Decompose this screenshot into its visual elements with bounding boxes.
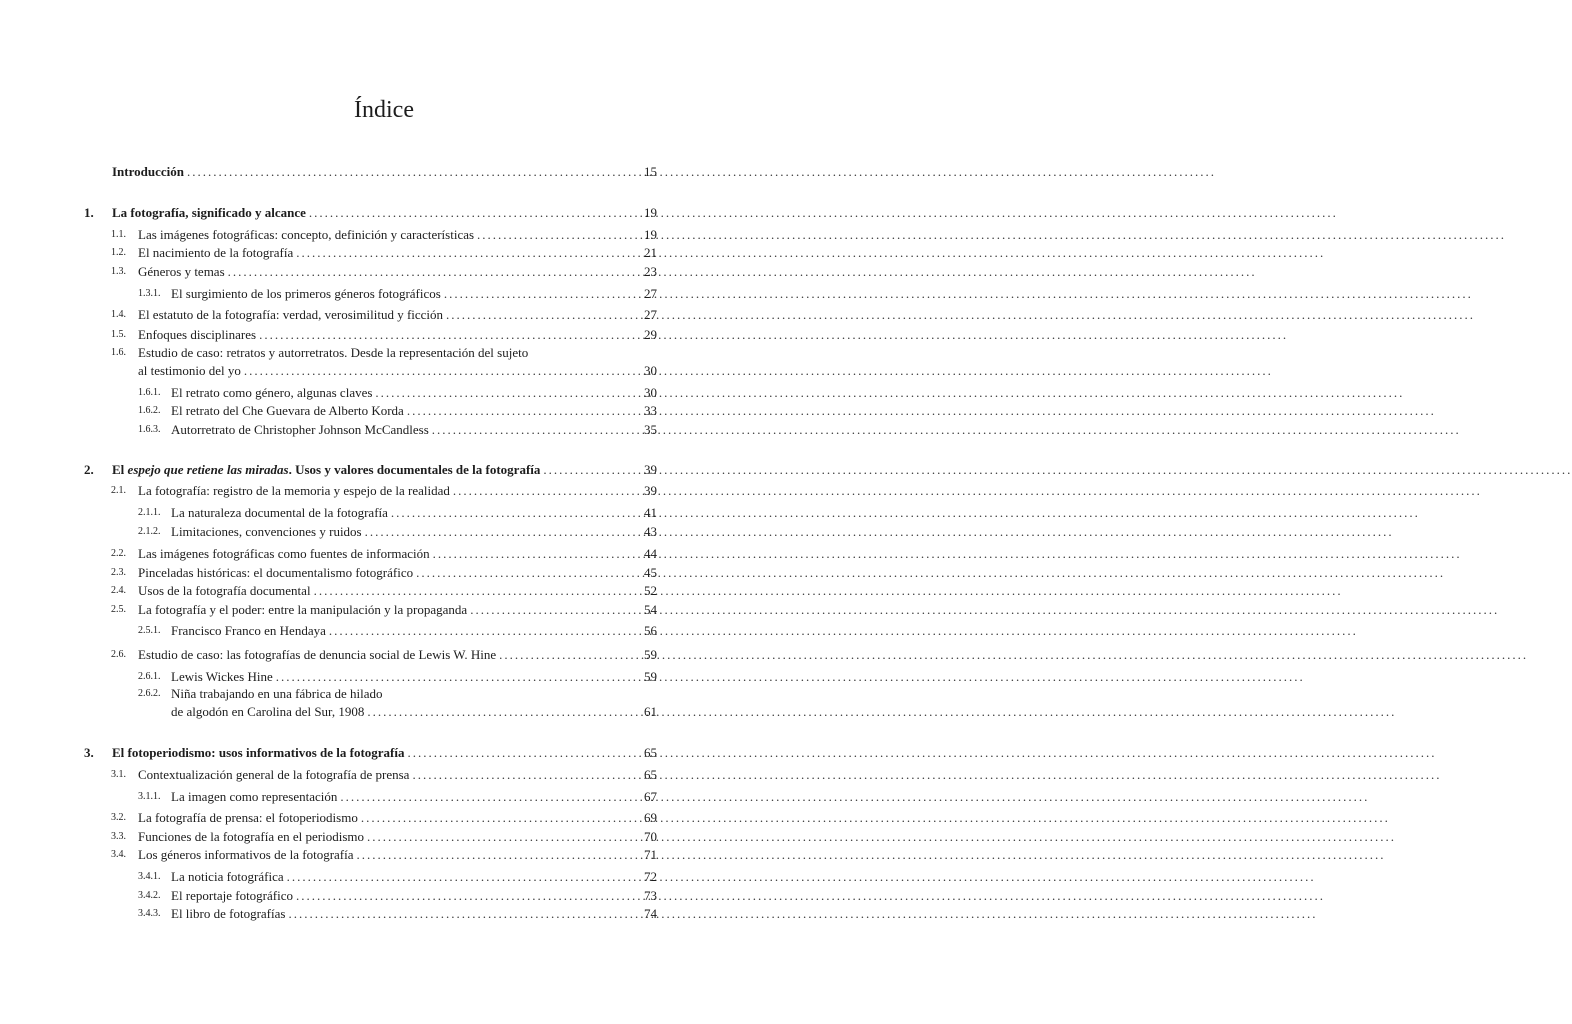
toc-entry-page-number: 23 — [644, 264, 657, 279]
toc-entry-leader-line — [138, 325, 620, 345]
toc-entry — [0, 867, 768, 887]
toc-entry-number: 1.3. — [111, 266, 126, 277]
toc-entry-title-text: Introducción — [112, 164, 184, 179]
toc-entry — [0, 343, 768, 378]
toc-entry-title-text: Usos de la fotografía documental — [138, 583, 311, 598]
toc-entry-title — [171, 420, 429, 440]
toc-entry-title — [171, 401, 404, 421]
toc-entry-page-number: 71 — [644, 847, 657, 862]
toc-entry-title-text: El retrato del Che Guevara de Alberto Korda — [171, 403, 404, 418]
toc-entry-title-text: El fotoperiodismo: usos informativos de la fotografía — [112, 745, 405, 760]
toc-entry-leader-line — [138, 765, 620, 785]
toc-entry-title — [138, 808, 358, 828]
toc-entry-title-text: Lewis Wickes Hine — [171, 669, 273, 684]
toc-entry-page-number: 52 — [644, 583, 657, 598]
dot-leader — [364, 702, 1396, 722]
toc-entry-leader-line — [138, 361, 620, 381]
toc-entry-page-number: 61 — [644, 704, 657, 719]
toc-entry-title-text: Autorretrato de Christopher Johnson McCandless — [171, 422, 429, 437]
toc-entry-number: 1.6. — [111, 347, 126, 358]
toc-entry-number: 1.2. — [111, 247, 126, 258]
dot-leader — [326, 621, 1358, 641]
toc-entry-title — [138, 600, 467, 620]
toc-entry-number: 3. — [84, 745, 94, 760]
toc-entry-page-number: 15 — [644, 164, 657, 179]
toc-entry-title — [171, 621, 326, 641]
toc-entry-page-number: 19 — [644, 227, 657, 242]
toc-entry-page-number: 65 — [644, 767, 657, 782]
toc-entry-number: 3.1. — [111, 769, 126, 780]
toc-entry-title-text: Las imágenes fotográficas: concepto, definición y características — [138, 227, 475, 242]
toc-entry-title-text: El nacimiento de la fotografía — [138, 245, 294, 260]
toc-entry-title-text: Contextualización general de la fotografía de prensa — [138, 767, 410, 782]
dot-leader — [337, 787, 1369, 807]
toc-entry-title — [171, 787, 337, 807]
toc-entry-page-number: 69 — [644, 810, 657, 825]
toc-entry-page-number: 19 — [644, 205, 657, 220]
toc-entry-number: 1.5. — [111, 329, 126, 340]
dot-leader — [409, 765, 1441, 785]
toc-entry-number: 2.6. — [111, 649, 126, 660]
toc-entry — [0, 460, 768, 480]
toc-entry-leader-line — [138, 581, 620, 601]
toc-entry-title-text: Los géneros informativos de la fotografía — [138, 847, 354, 862]
toc-entry — [0, 503, 768, 523]
toc-entry-title — [171, 867, 284, 887]
toc-entry-leader-line — [171, 702, 620, 722]
toc-entry — [0, 581, 768, 601]
toc-entry-number: 1.6.1. — [138, 387, 161, 398]
toc-entry-leader-line — [171, 867, 620, 887]
toc-entry-page-number: 41 — [644, 505, 657, 520]
toc-entry-number: 2.1.2. — [138, 526, 161, 537]
toc-entry — [0, 904, 768, 924]
toc-entry-leader-line — [138, 544, 620, 564]
toc-entry-title — [112, 203, 306, 223]
dot-leader — [429, 420, 1461, 440]
toc-entry-number: 3.3. — [111, 831, 126, 842]
toc-entry — [0, 243, 768, 263]
toc-entry — [0, 162, 768, 182]
toc-entry-title — [138, 845, 354, 865]
toc-entry-leader-line — [171, 503, 620, 523]
toc-entry-title-text: El surgimiento de los primeros géneros fotográficos — [171, 286, 441, 301]
toc-entry-title-text: La fotografía y el poder: entre la manipulación y la propaganda — [138, 602, 468, 617]
page-title: Índice — [354, 97, 414, 123]
toc-entry-title-text: El libro de fotografías — [171, 906, 286, 921]
dot-leader — [256, 325, 1288, 345]
toc-entry — [0, 621, 768, 641]
dot-leader — [358, 808, 1390, 828]
toc-entry-page-number: 27 — [644, 307, 657, 322]
toc-entry-number: 2.1. — [111, 485, 126, 496]
toc-entry-leader-line — [138, 243, 620, 263]
toc-entry-title — [138, 243, 293, 263]
toc-entry-title-text: La naturaleza documental de la fotografía — [171, 505, 388, 520]
dot-leader — [430, 544, 1462, 564]
toc-entry-page-number: 67 — [644, 789, 657, 804]
toc-entry-title — [138, 225, 474, 245]
toc-entry-number: 1.1. — [111, 229, 126, 240]
toc-entry-title-text: Limitaciones, convenciones y ruidos — [171, 524, 362, 539]
toc-entry — [0, 563, 768, 583]
toc-entry-number: 2.5. — [111, 604, 126, 615]
toc-entry-page-number: 29 — [644, 327, 657, 342]
dot-leader — [184, 162, 1216, 182]
toc-entry-title-text: Funciones de la fotografía en el periodismo — [138, 829, 364, 844]
dot-leader — [413, 563, 1445, 583]
toc-entry-title-italic: espejo que retiene las miradas — [127, 462, 289, 477]
toc-entry-title — [171, 522, 362, 542]
dot-leader — [293, 886, 1325, 906]
toc-entry-title-text: El retrato como género, algunas claves — [171, 385, 373, 400]
toc-entry-page-number: 59 — [644, 669, 657, 684]
toc-entry-leader-line — [171, 383, 620, 403]
toc-entry-leader-line — [171, 886, 620, 906]
toc-entry-leader-line — [171, 284, 620, 304]
toc-entry-page-number: 27 — [644, 286, 657, 301]
dot-leader — [354, 845, 1386, 865]
dot-leader — [372, 383, 1404, 403]
toc-entry-title-text: Las imágenes fotográficas como fuentes de información — [138, 546, 430, 561]
toc-entry-leader-line — [138, 645, 620, 665]
toc-entry — [0, 765, 768, 785]
toc-entry-page-number: 56 — [644, 623, 657, 638]
toc-entry-title — [112, 743, 404, 763]
toc-entry-title — [138, 262, 225, 282]
dot-leader — [241, 361, 1273, 381]
toc-entry — [0, 225, 768, 245]
toc-entry-leader-line — [138, 808, 620, 828]
toc-entry — [0, 401, 768, 421]
toc-entry-leader-line — [138, 563, 620, 583]
toc-entry-number: 1.6.3. — [138, 424, 161, 435]
toc-entry — [0, 684, 768, 719]
toc-entry-number: 3.4. — [111, 849, 126, 860]
toc-entry-page-number: 45 — [644, 565, 657, 580]
toc-entry-page-number: 21 — [644, 245, 657, 260]
toc-entry — [0, 383, 768, 403]
toc-entry-title-line2: de algodón en Carolina del Sur, 1908 — [171, 704, 365, 719]
toc-entry-title-text: El — [112, 462, 125, 477]
toc-entry-title — [138, 325, 256, 345]
dot-leader — [388, 503, 1420, 523]
toc-entry-leader-line — [138, 845, 620, 865]
toc-entry-title — [112, 460, 540, 480]
toc-entry-title-line2: al testimonio del yo — [138, 363, 241, 378]
toc-entry-page-number: 74 — [644, 906, 657, 921]
toc-entry-leader-line — [171, 401, 620, 421]
toc-entry-leader-line — [138, 481, 620, 501]
dot-leader — [284, 867, 1316, 887]
toc-entry-number: 3.4.1. — [138, 871, 161, 882]
toc-entry-title-text: Géneros y temas — [138, 264, 225, 279]
toc-entry-title — [138, 361, 241, 381]
toc-entry — [0, 481, 768, 501]
toc-entry — [0, 325, 768, 345]
toc-entry — [0, 645, 768, 665]
toc-entry-number: 2.3. — [111, 567, 126, 578]
toc-entry-title — [171, 886, 293, 906]
toc-entry-leader-line — [138, 600, 620, 620]
toc-entry — [0, 827, 768, 847]
toc-entry — [0, 787, 768, 807]
toc-entry-leader-line — [138, 225, 620, 245]
toc-entry-number: 2.1.1. — [138, 507, 161, 518]
toc-entry-page-number: 59 — [644, 647, 657, 662]
toc-entry-leader-line — [112, 203, 620, 223]
toc-entry — [0, 845, 768, 865]
toc-entry — [0, 743, 768, 763]
toc-entry-title — [171, 904, 285, 924]
toc-entry-number: 1. — [84, 205, 94, 220]
toc-entry-leader-line — [171, 787, 620, 807]
toc-entry-number: 3.4.3. — [138, 908, 161, 919]
toc-entry-title — [171, 503, 388, 523]
toc-entry-number: 2.2. — [111, 548, 126, 559]
dot-leader — [285, 904, 1317, 924]
dot-leader — [364, 827, 1396, 847]
toc-entry-title-text: El estatuto de la fotografía: verdad, verosimilitud y ficción — [138, 307, 444, 322]
toc-entry-title — [138, 544, 430, 564]
dot-leader — [306, 203, 1338, 223]
toc-entry-page-number: 30 — [644, 363, 657, 378]
toc-entry-number: 1.3.1. — [138, 288, 161, 299]
toc-entry-number: 2.6.2. — [138, 688, 161, 699]
toc-entry-leader-line — [138, 305, 620, 325]
toc-entry-title — [138, 305, 443, 325]
dot-leader — [450, 481, 1482, 501]
toc-entry-page-number: 70 — [644, 829, 657, 844]
toc-entry-number: 3.4.2. — [138, 890, 161, 901]
toc-entry-page-number: 65 — [644, 745, 657, 760]
toc-entry — [0, 544, 768, 564]
toc-entry-number: 2. — [84, 462, 94, 477]
toc-entry-title — [138, 765, 409, 785]
toc-entry-title-text: La fotografía de prensa: el fotoperiodismo — [138, 810, 358, 825]
toc-entry-title — [138, 481, 450, 501]
dot-leader — [540, 460, 1572, 480]
toc-entry-title-text: La fotografía: registro de la memoria y espejo de la realidad — [138, 483, 450, 498]
toc-entry-page-number: 33 — [644, 403, 657, 418]
toc-entry-page-number: 39 — [644, 462, 657, 477]
toc-entry-title — [138, 581, 311, 601]
toc-entry-title-text: La fotografía, significado y alcance — [112, 205, 306, 220]
toc-entry — [0, 262, 768, 282]
toc-entry — [0, 203, 768, 223]
toc-entry-title-text: La noticia fotográfica — [171, 869, 284, 884]
toc-entry — [0, 305, 768, 325]
toc-entry-title-rest: . Usos y valores documentales de la fotografía — [288, 462, 541, 477]
toc-entry-leader-line — [171, 522, 620, 542]
toc-entry-title — [171, 383, 372, 403]
toc-entry — [0, 600, 768, 620]
toc-entry-leader-line — [112, 460, 620, 480]
toc-entry-leader-line — [112, 162, 620, 182]
toc-entry-leader-line — [171, 420, 620, 440]
toc-entry — [0, 420, 768, 440]
toc-entry — [0, 522, 768, 542]
toc-entry-number: 3.2. — [111, 812, 126, 823]
dot-leader — [404, 743, 1436, 763]
toc-entry-title-text: El reportaje fotográfico — [171, 888, 293, 903]
toc-entry-page-number: 73 — [644, 888, 657, 903]
toc-entry — [0, 284, 768, 304]
dot-leader — [293, 243, 1325, 263]
toc-entry-page-number: 54 — [644, 602, 657, 617]
toc-entry — [0, 886, 768, 906]
toc-entry-page-number: 72 — [644, 869, 657, 884]
toc-entry-title — [138, 563, 413, 583]
toc-entry-leader-line — [112, 743, 620, 763]
toc-page — [0, 0, 768, 1024]
toc-entry-number: 2.4. — [111, 585, 126, 596]
toc-entry-title — [138, 645, 496, 665]
toc-entry-title — [171, 284, 441, 304]
toc-entry-title — [138, 827, 364, 847]
toc-entry-number: 3.1.1. — [138, 791, 161, 802]
toc-entry-leader-line — [138, 827, 620, 847]
toc-entry-title-text: La imagen como representación — [171, 789, 338, 804]
toc-entry-title — [112, 162, 184, 182]
toc-entry-title-line1: Niña trabajando en una fábrica de hilado — [171, 686, 383, 701]
toc-entry-leader-line — [138, 262, 620, 282]
toc-entry-title-text: Estudio de caso: las fotografías de denuncia social de Lewis W. Hine — [138, 647, 497, 662]
toc-entry-leader-line — [171, 904, 620, 924]
toc-entry-number: 1.4. — [111, 309, 126, 320]
toc-entry-title-line1: Estudio de caso: retratos y autorretratos. Desde la representación del sujeto — [138, 345, 529, 360]
toc-entry-number: 1.6.2. — [138, 405, 161, 416]
toc-entry-leader-line — [171, 621, 620, 641]
toc-entry-number: 2.6.1. — [138, 671, 161, 682]
toc-entry-number: 2.5.1. — [138, 625, 161, 636]
toc-entry-page-number: 44 — [644, 546, 657, 561]
toc-entry-title — [171, 702, 364, 722]
dot-leader — [404, 401, 1436, 421]
table-of-contents — [0, 0, 768, 1024]
dot-leader — [362, 522, 1394, 542]
dot-leader — [311, 581, 1343, 601]
dot-leader — [443, 305, 1475, 325]
dot-leader — [225, 262, 1257, 282]
toc-entry-page-number: 30 — [644, 385, 657, 400]
toc-entry-title-text: Pinceladas históricas: el documentalismo fotográfico — [138, 565, 414, 580]
toc-entry-page-number: 35 — [644, 422, 657, 437]
toc-entry-page-number: 39 — [644, 483, 657, 498]
toc-entry-page-number: 43 — [644, 524, 657, 539]
dot-leader — [441, 284, 1473, 304]
toc-entry-title-text: Enfoques disciplinares — [138, 327, 257, 342]
toc-entry-title-text: Francisco Franco en Hendaya — [171, 623, 326, 638]
toc-entry — [0, 808, 768, 828]
